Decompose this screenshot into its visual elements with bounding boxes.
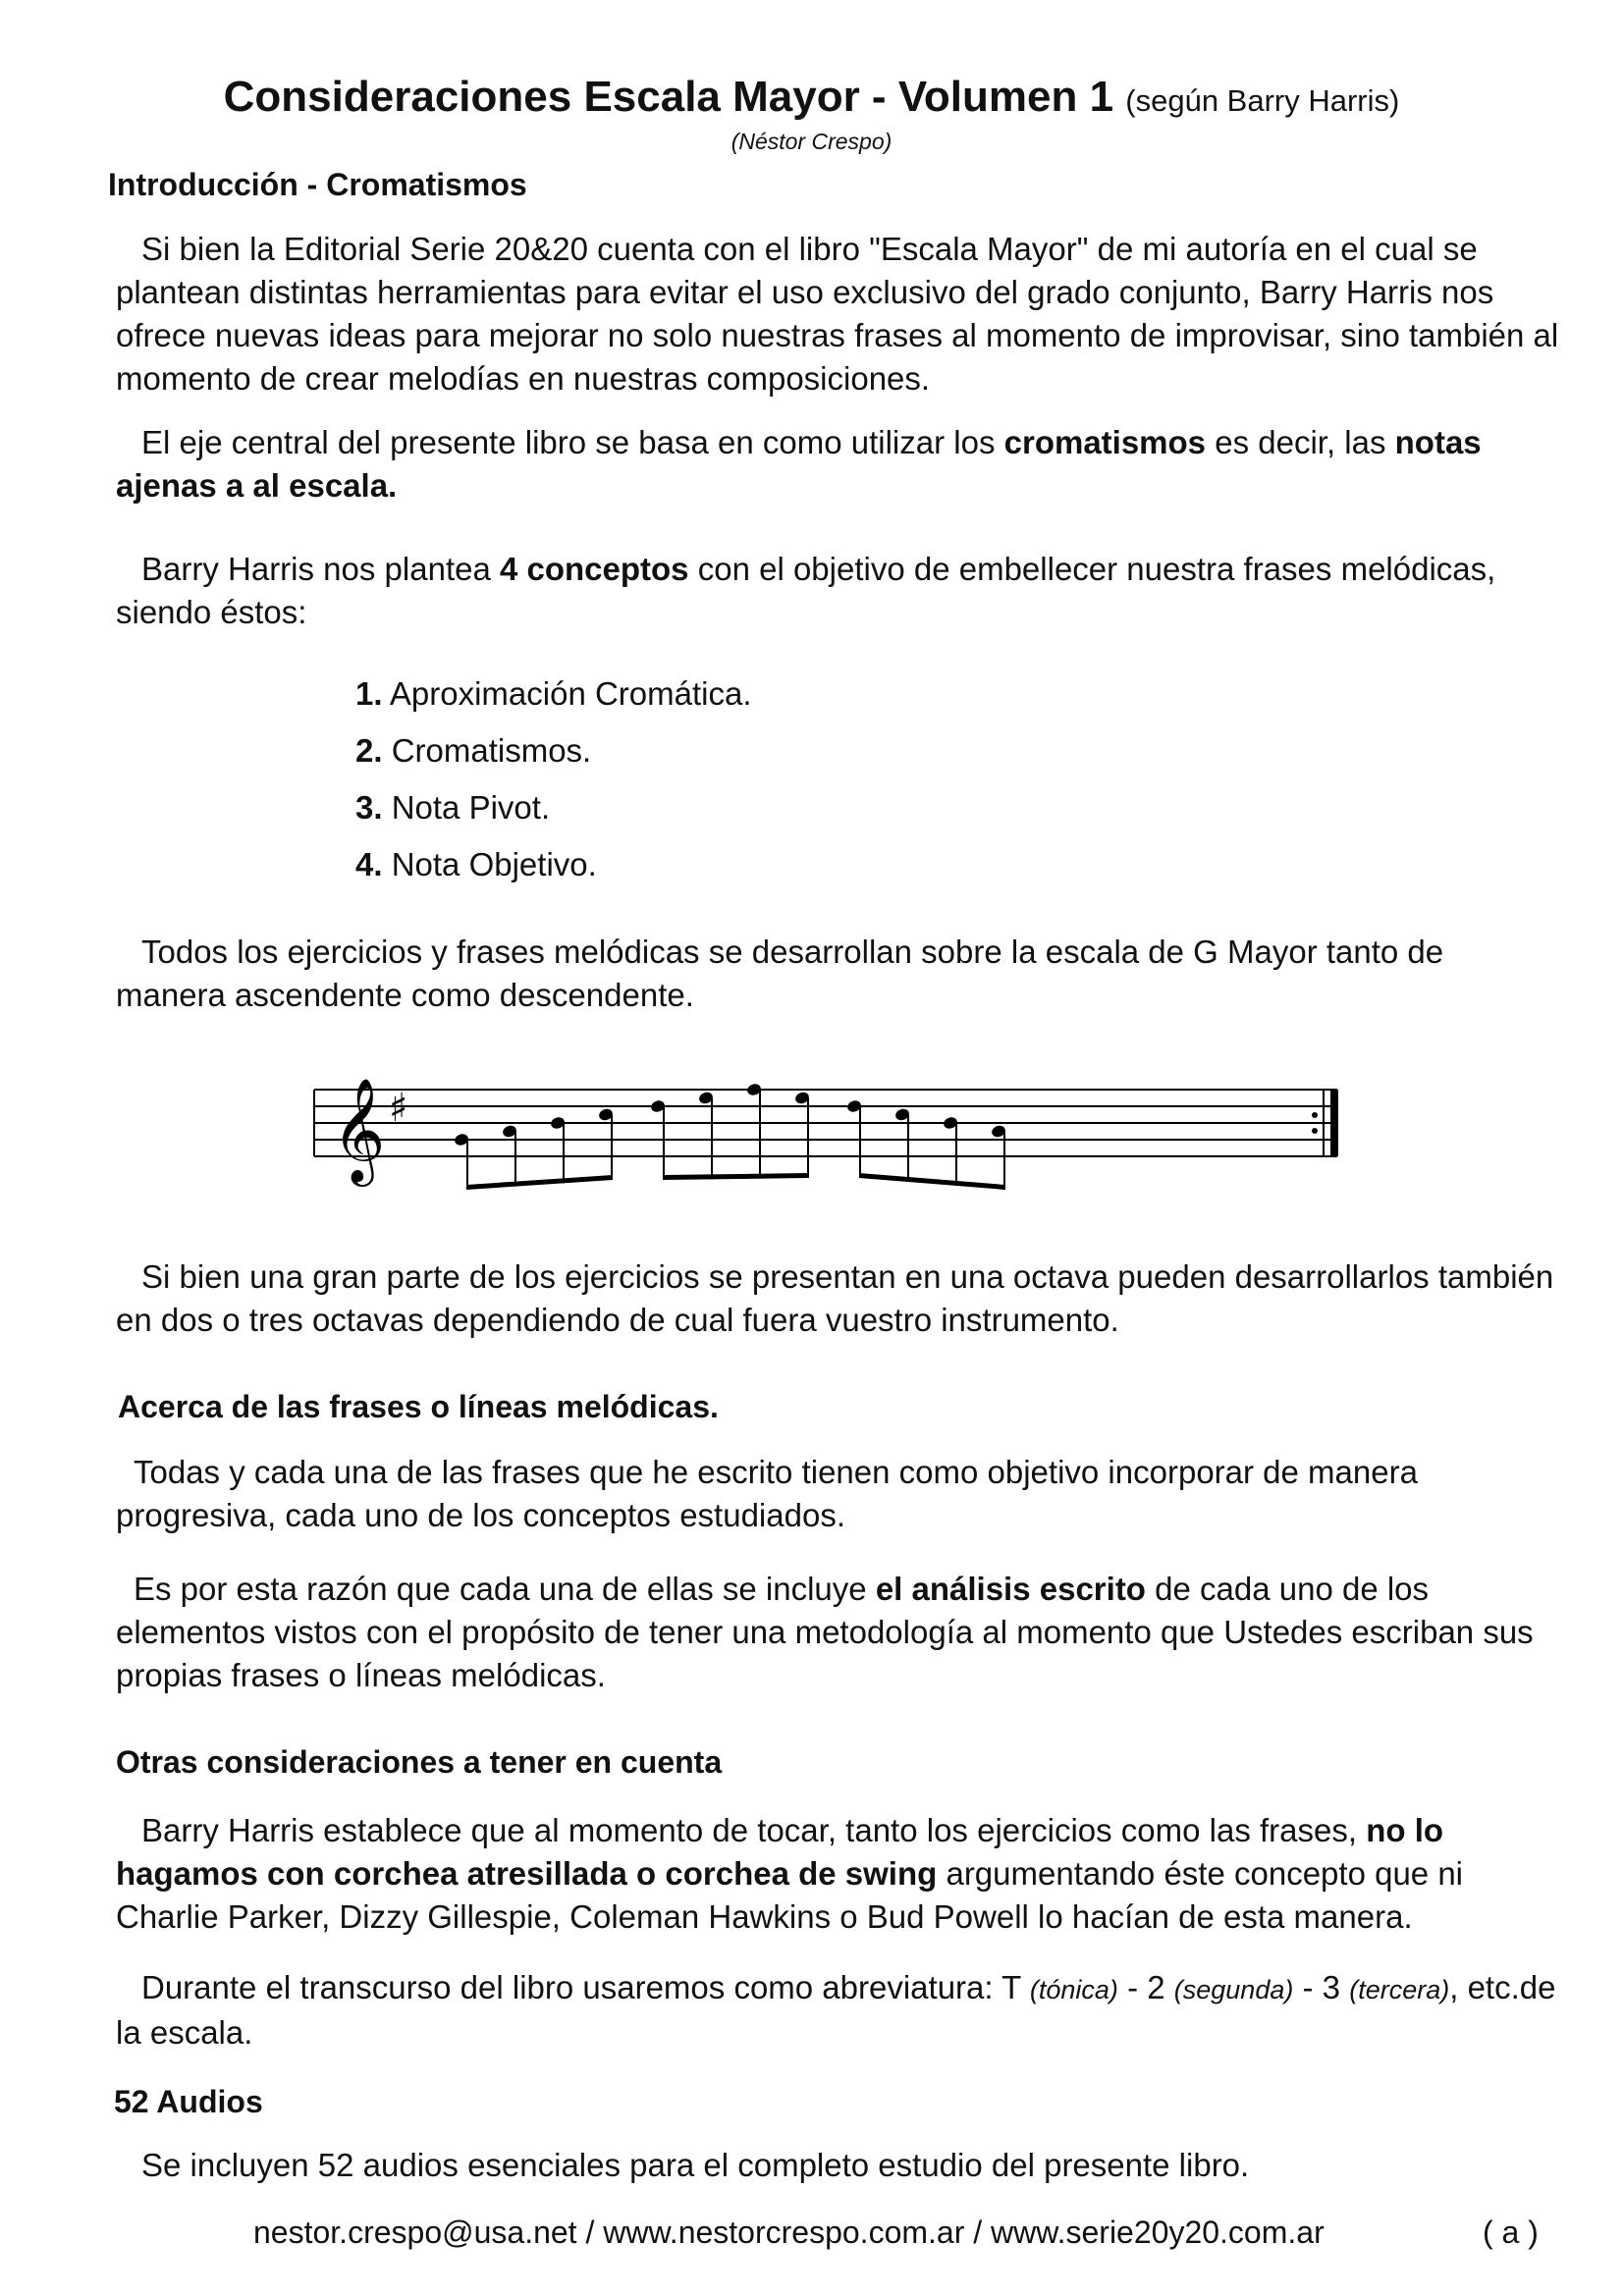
text-span: Barry Harris establece que al momento de tocar, tanto los ejercicios como las frases, <box>141 1812 1367 1848</box>
italic-segunda: (segunda) <box>1173 1975 1294 2004</box>
paragraph-otras-1 <box>116 1809 1559 1939</box>
author-name: (Néstor Crespo) <box>730 129 893 154</box>
footer-contact: nestor.crespo@usa.net / www.nestorcrespo.com.ar / www.serie20y20.com.ar <box>253 2215 1325 2250</box>
page-number: ( a ) <box>1483 2215 1539 2250</box>
list-text: Nota Objetivo. <box>382 846 597 882</box>
list-item-4 <box>355 846 597 883</box>
page-title <box>0 73 1623 122</box>
paragraph-intro-2 <box>116 421 1559 507</box>
list-number: 3. <box>355 789 383 826</box>
title-sub: (según Barry Harris) <box>1125 83 1400 118</box>
list-number: 1. <box>355 675 383 712</box>
text-span: - 2 <box>1117 1969 1174 2005</box>
heading-52-audios: 52 Audios <box>114 2084 263 2119</box>
text-span: con el objetivo de embellecer nuestra frases melódicas, siendo éstos: <box>116 551 1496 630</box>
text-span: , etc.de la escala. <box>116 1969 1556 2051</box>
italic-tercera: (tercera) <box>1349 1975 1450 2004</box>
repeat-dot-upper <box>1312 1112 1318 1118</box>
text-span: Barry Harris nos plantea <box>141 551 500 587</box>
repeat-thick-bar <box>1330 1090 1338 1156</box>
list-text: Cromatismos. <box>382 732 592 769</box>
list-number: 2. <box>355 732 383 769</box>
text-span: de cada uno de los elementos vistos con el propósito de tener una metodología al momento que Ustedes escriban sus propias frases o líneas melódicas. <box>116 1571 1534 1693</box>
text-span: - 3 <box>1293 1969 1350 2005</box>
note-beam <box>663 1173 809 1180</box>
paragraph-intro-3 <box>116 548 1559 634</box>
repeat-dot-lower <box>1312 1128 1318 1134</box>
italic-tonica: (tónica) <box>1029 1975 1118 2004</box>
list-item-1 <box>355 675 752 713</box>
paragraph-intro-4: Todos los ejercicios y frases melódicas se desarrollan sobre la escala de G Mayor tanto de manera ascendente como descendente. <box>116 934 1444 1013</box>
paragraph-otras-2 <box>116 1966 1559 2055</box>
paragraph-frases-2 <box>116 1568 1559 1697</box>
notes-group <box>454 1082 1007 1190</box>
list-text: Aproximación Cromática. <box>382 675 752 712</box>
bold-notas-ajenas: notas ajenas a al escala. <box>116 424 1482 504</box>
bold-4-conceptos: 4 conceptos <box>499 551 689 587</box>
heading-otras-consideraciones: Otras consideraciones a tener en cuenta <box>116 1744 723 1780</box>
paragraph-frases-1: Todas y cada una de las frases que he escrito tienen como objetivo incorporar de manera progresiva, cada uno de los conceptos estudiados. <box>116 1454 1418 1533</box>
bold-analisis-escrito: el análisis escrito <box>875 1571 1146 1607</box>
g-major-scale-staff <box>295 1070 1355 1198</box>
list-item-3 <box>355 789 550 827</box>
paragraph-audios: Se incluyen 52 audios esenciales para el completo estudio del presente libro. <box>141 2147 1250 2183</box>
list-text: Nota Pivot. <box>382 789 551 826</box>
text-span: Durante el transcurso del libro usaremos como abreviatura: T <box>141 1969 1030 2005</box>
text-span: es decir, las <box>1206 424 1395 460</box>
text-span: Es por esta razón que cada una de ellas se incluye <box>134 1571 876 1607</box>
note-beam <box>466 1175 613 1190</box>
list-number: 4. <box>355 846 383 882</box>
bold-corchea-swing: no lo hagamos con corchea atresillada o corchea de swing <box>116 1812 1444 1892</box>
note-beam <box>859 1173 1005 1190</box>
text-span: argumentando éste concepto que ni Charlie Parker, Dizzy Gillespie, Coleman Hawkins o Bud Powell lo hacían de esta manera. <box>116 1855 1464 1935</box>
title-main: Consideraciones Escala Mayor - Volumen 1 <box>223 73 1114 121</box>
list-item-2 <box>355 732 591 770</box>
paragraph-intro-5: Si bien una gran parte de los ejercicios se presentan en una octava pueden desarrollarlos también en dos o tres octavas dependiendo de cual fuera vuestro instrumento. <box>116 1258 1554 1338</box>
text-span: El eje central del presente libro se basa en como utilizar los <box>141 424 1004 460</box>
heading-frases: Acerca de las frases o líneas melódicas. <box>118 1389 719 1424</box>
bold-cromatismos: cromatismos <box>1003 424 1207 460</box>
paragraph-intro-1: Si bien la Editorial Serie 20&20 cuenta con el libro "Escala Mayor" de mi autoría en el cual se plantean distintas herramientas para evitar el uso exclusivo del grado conjunto, Barry Harris nos ofrece nuevas ideas para mejorar no solo nuestras frases al momento de improvisar, sino también al momento de crear melodías en nuestras composiciones. <box>116 231 1559 397</box>
heading-introduccion: Introducción - Cromatismos <box>108 167 527 202</box>
sharp-key-signature-icon: ♯ <box>389 1086 408 1131</box>
treble-clef-icon: 𝄞 <box>332 1077 386 1182</box>
